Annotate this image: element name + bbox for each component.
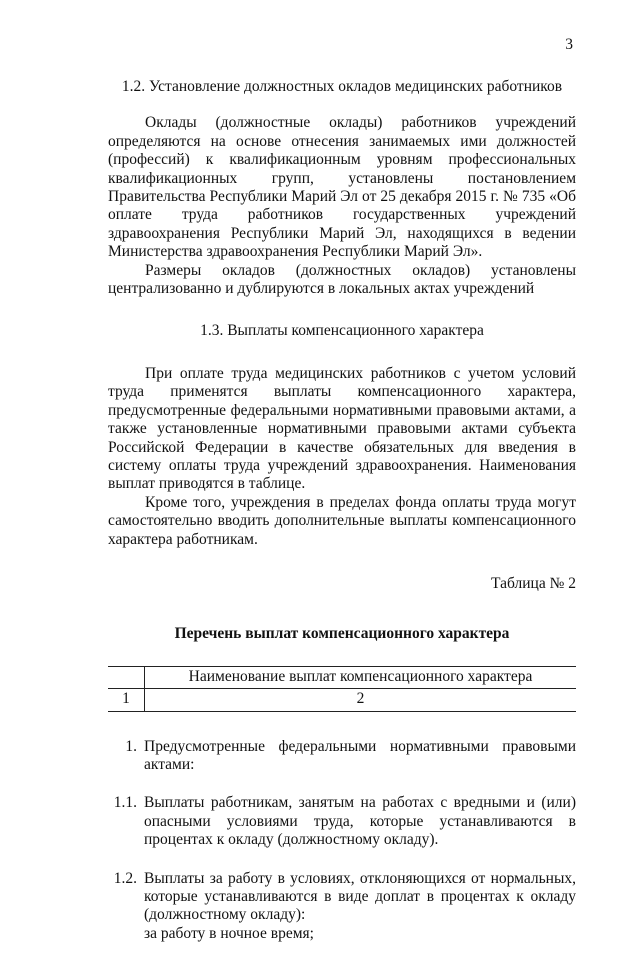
table-header-cell-name: Наименование выплат компенсационного характера [145,666,577,688]
list-item-text: Выплаты работникам, занятым на работах с вредными и (или) опасными условиями труда, которые устанавливаются в процентах к окладу (должностному окладу). [144,794,576,849]
table-numbering-cell-2: 2 [145,689,577,711]
paragraph-compensation: При оплате труда медицинских работников с учетом условий труда применятся выплаты компенсационного характера, предусмотренные федеральными нормативными правовыми актами, а также установленные нормативными правовыми актами субъекта Российской Федерации в качестве обязательных для введения в систему оплаты труда учреждений здравоохранения. Наименования выплат приводятся в таблице. [108,364,576,493]
table-title: Перечень выплат компенсационного характера [174,625,510,643]
table-numbering-cell-1: 1 [108,689,145,711]
list-item-number: 1.2. [113,869,137,887]
list-item [108,870,576,944]
list-item [108,794,576,849]
paragraph-salaries: Оклады (должностные оклады) работников учреждений определяются на основе отнесения занимаемых ими должностей (профессий) к квалификационным уровням профессиональных квалификационных групп, установлены постановлением Правительства Республики Марий Эл от 25 декабря 2015 г. № 735 «Об оплате труда работников государственных учреждений здравоохранения Республики Марий Эл, находящихся в ведении Министерства здравоохранения Республики Марий Эл». [108,114,576,261]
table-header-cell-number [108,666,145,688]
list-item [108,738,576,775]
paragraph-salary-sizes: Размеры окладов (должностных окладов) установлены централизованно и дублируются в локальных актах учреждений [108,261,576,298]
list-item-text: Предусмотренные федеральными нормативными правовыми актами: [144,737,576,773]
paragraph-additional-payments: Кроме того, учреждения в пределах фонда оплаты труда могут самостоятельно вводить дополнительные выплаты компенсационного характера работникам. [108,493,576,548]
list-item-number: 1. [125,737,137,755]
section-heading-1-2: 1.2. Установление должностных окладов медицинских работников [121,78,563,95]
list-item-subtext: за работу в ночное время; [144,924,314,942]
page-number: 3 [565,36,573,53]
list-item-number: 1.1. [113,794,137,812]
compensation-table [108,666,576,712]
table-header-row [108,666,576,688]
list-item-text: Выплаты за работу в условиях, отклоняющихся от нормальных, которые устанавливаются в виде доплат в процентах к окладу (должностному окладу): [144,869,576,924]
list-item-body [144,870,576,944]
document-body [108,78,576,963]
section-1-3 [108,365,576,549]
section-1-2 [108,114,576,298]
table-label: Таблица № 2 [491,574,576,592]
section-heading-1-3: 1.3. Выплаты компенсационного характера [200,322,484,340]
table-numbering-row [108,689,576,711]
